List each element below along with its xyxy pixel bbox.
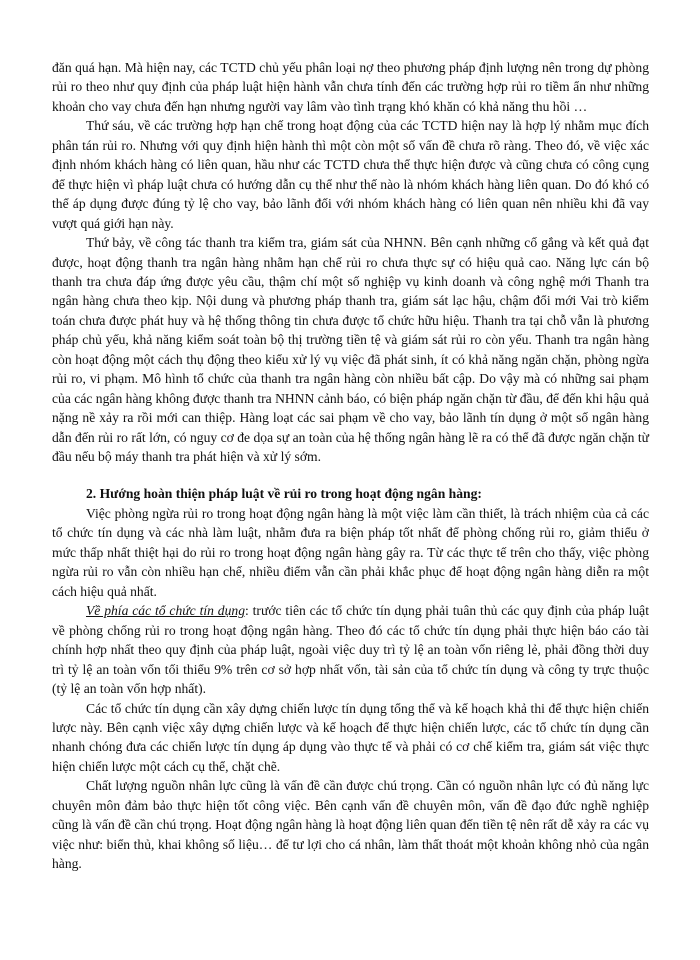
paragraph-chien-luoc: Các tổ chức tín dụng cần xây dựng chiến lược tín dụng tổng thể và kế hoạch khả thi để thực hiện chiến lược này. Bên cạnh việc xây dựng chiến lược và kế hoạch để thực hiện chiến lược, các tổ chức tín dụng cần nhanh chóng đưa các chiến lược tín dụng áp dụng vào thực tế và phải có cơ chế kiểm tra, giám sát việc thực hiện chiến lược một cách cụ thể, chặt chẽ. [52, 700, 649, 774]
paragraph-thu-bay: Thứ bảy, về công tác thanh tra kiểm tra, giám sát của NHNN. Bên cạnh những cố gắng và kết quả đạt được, hoạt động thanh tra ngân hàng nhằm hạn chế rủi ro chưa thực sự có hiệu quả cao. Năng lực cán bộ thanh tra chưa đáp ứng được yêu cầu, thậm chí một số nghiệp vụ kinh doanh và công nghệ mới Thanh tra ngân hàng chưa theo kịp. Nội dung và phương pháp thanh tra, giám sát lạc hậu, chậm đổi mới Vai trò kiểm toán chưa được phát huy và hệ thống thông tin chưa được tổ chức hữu hiệu. Thanh tra tại chỗ vẫn là phương pháp chủ yếu, khả năng kiểm soát toàn bộ thị trường tiền tệ và giám sát rủi ro còn yếu. Thanh tra ngân hàng còn hoạt động một cách thụ động theo kiểu xử lý vụ việc đã phát sinh, ít có khả năng ngăn chặn, phòng ngừa rủi ro, vi phạm. Mô hình tổ chức của thanh tra ngân hàng còn nhiều bất cập. Do vậy mà có những sai phạm của các ngân hàng không được thanh tra NHNN cảnh báo, có biện pháp ngăn chặn từ đầu, để đến khi hậu quả nặng nề xảy ra rồi mới can thiệp. Hàng loạt các sai phạm về cho vay, bảo lãnh tín dụng ở một số ngân hàng dẫn đến rủi ro rất lớn, có nguy cơ đe dọa sự an toàn của hệ thống ngân hàng lẽ ra có thể đã được ngăn chặn từ đầu nếu bộ máy thanh tra phát hiện và xử lý sớm. [52, 235, 649, 465]
paragraph-thu-sau: Thứ sáu, về các trường hợp hạn chế trong hoạt động của các TCTD hiện nay là hợp lý nhằm mục đích phân tán rủi ro. Nhưng với quy định hiện hành thì một còn một số vấn đề chưa rõ ràng. Theo đó, về việc xác định nhóm khách hàng có liên quan, hầu như các TCTD chưa thể thực hiện được và cũng chưa có công cụng để thực hiện vì pháp luật chưa có hướng dẫn cụ thể như thế nào là nhóm khách hàng liên quan. Do đó khó có thể áp dụng được đúng tỷ lệ cho vay, bảo lãnh đối với nhóm khách hàng có liên quan nên nhiều khi đã vay vượt quá giới hạn này. [52, 118, 649, 231]
section-heading: 2. Hướng hoàn thiện pháp luật về rủi ro trong hoạt động ngân hàng: [86, 485, 482, 501]
paragraph-phong-ngua: Việc phòng ngừa rủi ro trong hoạt động ngân hàng là một việc làm cần thiết, là trách nhiệm của cả các tổ chức tín dụng và các nhà làm luật, nhằm đưa ra biện pháp tốt nhất để phòng chống rủi ro, giảm thiểu ở mức thấp nhất thiệt hại do rủi ro trong hoạt động ngân hàng gây ra. Từ các thực tế trên cho thấy, việc phòng ngừa rủi ro vẫn còn nhiều hạn chế, nhiều điểm vẫn cần phải khắc phục để hoạt động ngân hàng diễn ra một cách hiệu quả nhất. [52, 505, 649, 599]
paragraph-to-chuc-tin-dung [52, 601, 649, 698]
paragraph-nhan-luc: Chất lượng nguồn nhân lực cũng là vấn đề cần được chú trọng. Cần có nguồn nhân lực có đủ năng lực chuyên môn đảm bảo thực hiện tốt công việc. Bên cạnh vấn đề chuyên môn, vấn đề đạo đức nghề nghiệp cũng là vấn đề cần chú trọng. Hoạt động ngân hàng là hoạt động liên quan đến tiền tệ nên rất dễ xảy ra các vụ việc như: biển thủ, khai không số liệu… để tư lợi cho cá nhân, làm thất thoát một khoản không nhỏ của ngân hàng. [52, 778, 649, 872]
paragraph-text: : trước tiên các tổ chức tín dụng phải tuân thủ các quy định của pháp luật về phòng chống rủi ro trong hoạt động ngân hàng. Theo đó các tổ chức tín dụng phải thực hiện báo cáo tài chính hợp nhất theo quy định của pháp luật, ngoài việc duy trì tỷ lệ an toàn vốn riêng lẻ, phải đồng thời duy trì tỷ lệ an toàn vốn tối thiểu 9% trên cơ sở hợp nhất vốn, tài sản của tổ chức tín dụng và công ty trực thuộc (tỷ lệ an toàn vốn hợp nhất). [52, 603, 649, 697]
document-body [52, 58, 649, 874]
italic-lead-phrase: Về phía các tổ chức tín dụng [86, 603, 245, 619]
paragraph-continuation: đăn quá hạn. Mà hiện nay, các TCTD chủ yếu phân loại nợ theo phương pháp định lượng nên trong dự phòng rủi ro theo như quy định của pháp luật hiện hành vẫn chưa tính đến các trường hợp rủi ro tiềm ẩn như những khoản cho vay chưa đến hạn nhưng người vay lâm vào tình trạng khó khăn có khả năng thu hồi … [52, 60, 649, 114]
